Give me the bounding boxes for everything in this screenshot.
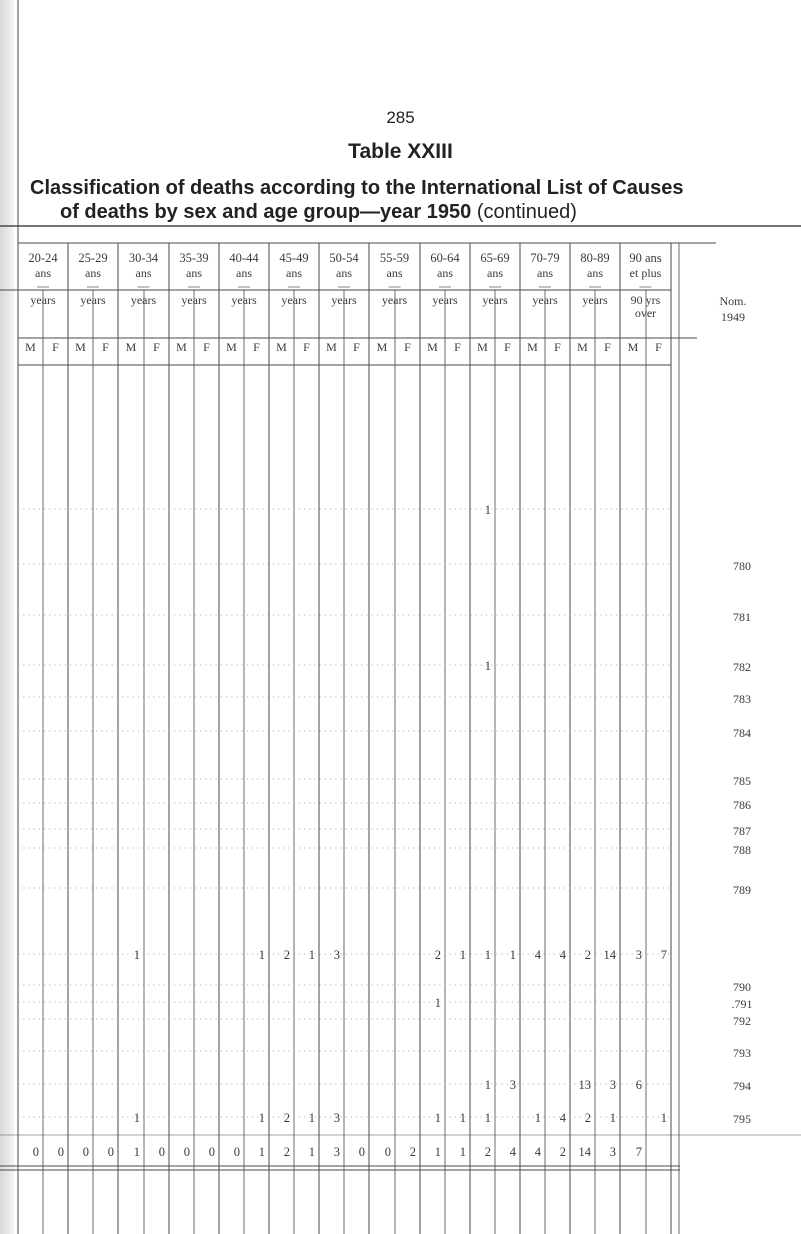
data-cell: 2: [283, 1111, 290, 1125]
age-group-ans: ans: [135, 266, 152, 280]
age-group-years: years: [582, 293, 608, 307]
data-cell: 1: [459, 1111, 466, 1125]
total-cell: 2: [409, 1145, 416, 1159]
age-group-ans: ans: [85, 266, 101, 280]
total-cell: 0: [358, 1145, 365, 1159]
sex-header-m: M: [427, 340, 438, 354]
age-group-ans: ans: [336, 266, 352, 280]
sex-header-f: F: [203, 340, 210, 354]
data-cell: 1: [509, 948, 516, 962]
data-cell: 2: [584, 1111, 591, 1125]
nom-code: .791: [731, 997, 753, 1011]
data-cell: 13: [578, 1078, 591, 1092]
total-cell: 14: [578, 1145, 591, 1159]
sex-header-m: M: [376, 340, 388, 354]
data-cell: 1: [434, 1111, 441, 1125]
data-cell: 1: [484, 948, 491, 962]
caption-line-2-bold: of deaths by sex and age group—year 1950: [60, 201, 472, 223]
age-group-years: years: [30, 293, 56, 307]
nom-code: 793: [733, 1046, 751, 1060]
total-cell: 7: [635, 1145, 642, 1159]
sex-header-f: F: [303, 340, 310, 354]
age-group-ans: ans: [236, 266, 252, 280]
data-cell: 1: [133, 948, 140, 962]
sex-header-m: M: [577, 340, 588, 354]
nom-code: 780: [733, 559, 751, 573]
data-cell: 1: [484, 1078, 491, 1092]
total-cell: 0: [208, 1145, 215, 1159]
age-group-range: 35-39: [179, 251, 209, 265]
data-cell: 1: [660, 1111, 667, 1125]
data-cell: 3: [635, 948, 642, 962]
age-group-range: 55-59: [379, 251, 410, 265]
data-cell: 1: [609, 1111, 616, 1125]
age-group-years: years: [532, 293, 558, 307]
table-title: Table XXIII: [348, 140, 453, 163]
total-cell: 3: [609, 1145, 616, 1159]
data-cell: 6: [635, 1078, 642, 1092]
data-cell: 1: [258, 1111, 265, 1125]
age-group-range: 90 ans: [629, 251, 662, 265]
age-group-ans: ans: [286, 266, 302, 280]
age-group-years: years: [331, 293, 357, 307]
sex-header-m: M: [477, 340, 488, 354]
sex-header-f: F: [353, 340, 360, 354]
data-cell: 1: [484, 659, 491, 673]
data-cell: 7: [660, 948, 667, 962]
total-cell: 1: [434, 1145, 441, 1159]
total-cell: 1: [133, 1145, 140, 1159]
nom-code: 787: [733, 824, 751, 838]
sex-header-f: F: [153, 340, 160, 354]
sex-header-f: F: [554, 340, 561, 354]
age-group-ans: ans: [186, 266, 202, 280]
page-number: 285: [386, 108, 415, 127]
total-cell: 0: [158, 1145, 165, 1159]
sex-header-m: M: [276, 340, 287, 354]
age-group-range: 40-44: [229, 251, 259, 265]
nom-code: 792: [733, 1014, 751, 1028]
age-group-years: years: [482, 293, 508, 307]
sex-header-f: F: [604, 340, 611, 354]
age-group-years: years: [231, 293, 257, 307]
age-group-years: years: [281, 293, 307, 307]
data-cell: 3: [333, 948, 340, 962]
total-cell: 0: [82, 1145, 89, 1159]
age-group-ans: ans: [437, 266, 453, 280]
nom-code: 782: [733, 660, 751, 674]
total-cell: 1: [459, 1145, 466, 1159]
age-group-ans: et plus: [629, 266, 662, 280]
age-group-years: years: [432, 293, 458, 307]
sex-header-m: M: [326, 340, 337, 354]
data-cell: 4: [559, 1111, 566, 1125]
sex-header-m: M: [627, 340, 639, 354]
age-group-range: 25-29: [78, 251, 108, 265]
age-group-over: over: [634, 306, 657, 320]
total-cell: 0: [384, 1145, 391, 1159]
age-group-years: years: [80, 293, 106, 307]
age-group-range: 45-49: [279, 251, 309, 265]
total-cell: 0: [57, 1145, 64, 1159]
age-group-years: years: [181, 293, 207, 307]
total-cell: 0: [32, 1145, 39, 1159]
sex-header-m: M: [226, 340, 237, 354]
nom-code: 781: [733, 610, 751, 624]
nom-code: 785: [733, 774, 751, 788]
age-group-range: 60-64: [430, 251, 460, 265]
sex-header-f: F: [253, 340, 260, 354]
total-cell: 0: [183, 1145, 190, 1159]
nom-code: 786: [733, 798, 751, 812]
age-group-ans: ans: [587, 266, 603, 280]
data-cell: 1: [308, 1111, 315, 1125]
age-group-years: years: [381, 293, 408, 307]
data-cell: 2: [584, 948, 591, 962]
sex-header-f: F: [454, 340, 461, 354]
total-cell: 0: [233, 1145, 240, 1159]
age-group-range: 50-54: [329, 251, 359, 265]
data-cell: 2: [434, 948, 441, 962]
nom-code: 790: [733, 980, 751, 994]
data-cell: 1: [133, 1111, 140, 1125]
data-cell: 1: [459, 948, 466, 962]
data-cell: 4: [559, 948, 566, 962]
age-group-range: 65-69: [480, 251, 510, 265]
total-cell: 2: [484, 1145, 491, 1159]
data-cell: 1: [308, 948, 315, 962]
data-cell: 3: [609, 1078, 616, 1092]
sex-header-f: F: [404, 340, 411, 354]
data-cell: 3: [333, 1111, 340, 1125]
total-cell: 4: [534, 1145, 541, 1159]
data-cell: 1: [534, 1111, 541, 1125]
age-group-range: 20-24: [28, 251, 58, 265]
total-cell: 3: [333, 1145, 340, 1159]
total-cell: 1: [258, 1145, 265, 1159]
nom-code: 788: [733, 843, 751, 857]
sex-header-m: M: [527, 340, 538, 354]
total-cell: 2: [283, 1145, 290, 1159]
sex-header-f: F: [102, 340, 109, 354]
sex-header-f: F: [655, 340, 662, 354]
sex-header-f: F: [504, 340, 511, 354]
total-cell: 2: [559, 1145, 566, 1159]
data-cell: 4: [534, 948, 541, 962]
data-cell: 1: [434, 996, 441, 1010]
data-cell: 14: [603, 948, 616, 962]
total-cell: 0: [107, 1145, 114, 1159]
nom-code: 795: [733, 1112, 751, 1126]
total-cell: 4: [509, 1145, 516, 1159]
nom-code: 794: [733, 1079, 751, 1093]
age-group-range: 80-89: [580, 251, 610, 265]
sex-header-m: M: [125, 340, 137, 354]
data-cell: 1: [484, 1111, 491, 1125]
nom-code: 784: [733, 726, 751, 740]
age-group-years: years: [130, 293, 157, 307]
data-cell: 3: [509, 1078, 516, 1092]
sex-header-m: M: [176, 340, 187, 354]
data-cell: 1: [258, 948, 265, 962]
total-cell: 1: [308, 1145, 315, 1159]
nom-header: Nom.: [719, 294, 747, 308]
data-cell: 2: [283, 948, 290, 962]
age-group-ans: ans: [386, 266, 403, 280]
age-group-years: 90 yrs: [630, 293, 661, 307]
age-group-range: 70-79: [530, 251, 560, 265]
caption-line-2-rest: (continued): [471, 201, 577, 223]
sex-header-m: M: [25, 340, 36, 354]
age-group-range: 30-34: [128, 251, 159, 265]
caption-line-1: Classification of deaths according to the International List of Causes: [30, 177, 684, 199]
sex-header-m: M: [75, 340, 86, 354]
age-group-ans: ans: [35, 266, 51, 280]
age-group-ans: ans: [487, 266, 503, 280]
data-cell: 1: [484, 503, 491, 517]
nom-code: 783: [733, 692, 751, 706]
nom-year-header: 1949: [721, 310, 745, 324]
nom-code: 789: [733, 883, 751, 897]
sex-header-f: F: [52, 340, 59, 354]
age-group-ans: ans: [537, 266, 553, 280]
